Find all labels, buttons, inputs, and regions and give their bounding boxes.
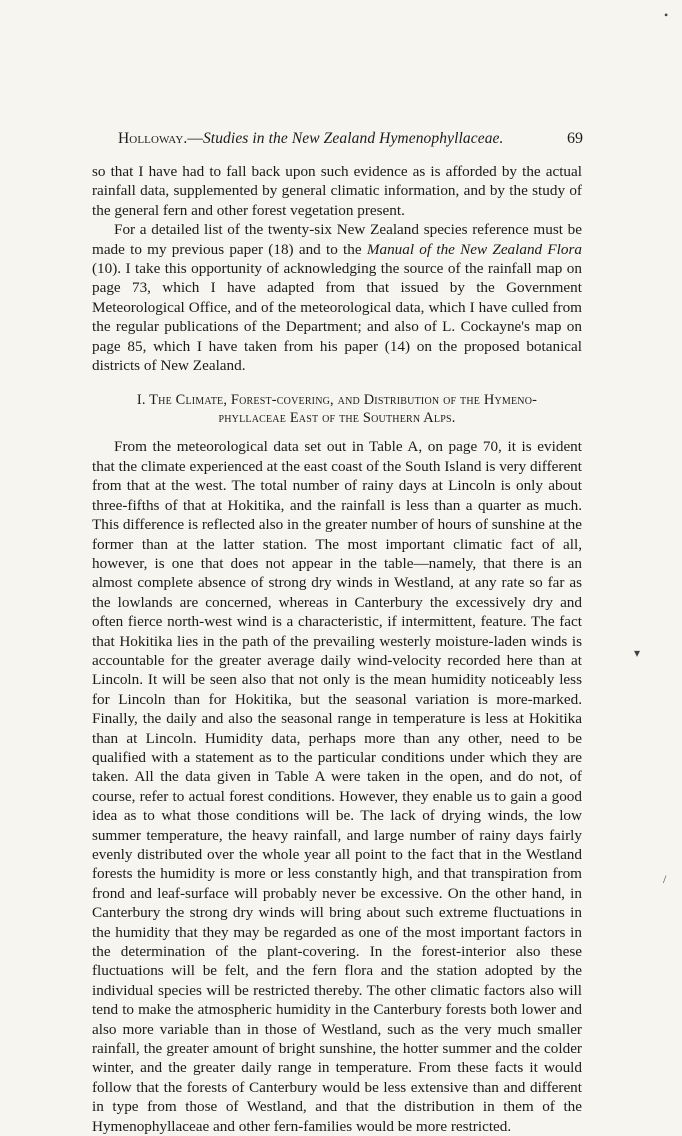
header-dash: —	[187, 130, 203, 147]
section-heading-line-1: I. The Climate, Forest-covering, and Distribution of the Hymeno-	[136, 392, 538, 409]
scan-mark: /	[663, 872, 667, 886]
paragraph	[92, 437, 582, 1136]
header-title: Studies in the New Zealand Hymenophyllaceae.	[202, 130, 504, 147]
header-author: Holloway.	[118, 130, 188, 147]
paragraph	[92, 220, 582, 375]
section-heading	[92, 391, 582, 427]
running-title	[118, 130, 504, 148]
page-number: 69	[567, 130, 583, 147]
paragraph	[92, 162, 582, 220]
text-run: For a detailed list of the twenty-six New Zealand species reference must be made to my previous paper (18) and to the	[92, 221, 582, 258]
section-body	[92, 437, 582, 1136]
scan-mark: •	[664, 8, 669, 22]
running-header	[118, 130, 583, 148]
text-run: (10). I take this opportunity of acknowledging the source of the rainfall map on page 73, which I have adapted from that issued by the Government Meteorological Office, and of the meteorological data, which I have culled from the regular publications of the Department; and also of L. Cockayne's map on page 85, which I have taken from his paper (14) on the proposed botanical districts of New Zealand.	[92, 260, 582, 375]
text-block	[92, 162, 582, 1136]
text-run: From the meteorological data set out in Table A, on page 70, it is evident that the climate experienced at the east coast of the South Island is very different from that at the west. The total number of rainy days at Lincoln is only about three-fifths of that at Hokitika, and the rainfall is less than a quarter as much. This difference is reflected also in the greater number of hours of sunshine at the former than at the latter station. The most important climatic fact of all, however, is one that does not appear in the table—namely, that there is an almost complete absence of strong dry winds in Westland, at any rate so far as the lowlands are concerned, whereas in Canterbury the excessively dry and often fierce north-west wind is a characteristic, if intermittent, feature. The fact that Hokitika lies in the path of the prevailing westerly moisture-laden winds is accountable for the greater average daily wind-velocity recorded here than at Lincoln. It will be seen also that not only is the mean humidity noticeably less for Lincoln than for Hokitika, but the seasonal variation is more-marked. Finally, the daily and also the seasonal range in temperature is less at Hokitika than at Lincoln. Humidity data, perhaps more than any other, need to be qualified with a statement as to the particular conditions under which they are taken. All the data given in Table A were taken in the open, and do not, of course, refer to actual forest conditions. However, they enable us to gain a good idea as to what those conditions will be. The lack of drying winds, the low summer temperature, the heavy rainfall, and large number of rainy days fairly evenly distributed over the whole year all point to the fact that in the Westland forests the humidity is more or less constantly high, and that transpiration from frond and leaf-surface will probably never be excessive. On the other hand, in Canterbury the strong dry winds will bring about such extreme fluctuations in the humidity that they may be regarded as one of the most important factors in the determination of the plant-covering. In the forest-interior also these fluctuations will be felt, and the fern flora and the station adopted by the individual species will be restricted thereby. The other climatic factors also will tend to make the atmospheric humidity in the Canterbury forests both lower and also more variable than in those of Westland, such as the very much smaller rainfall, the greater amount of bright sunshine, the hotter summer and the colder winter, and the greater daily range in temperature. From these facts it would follow that the forests of Canterbury would be less extensive than and different in type from those of Westland, and that the distribution in them of the Hymenophyllaceae and other fern-families would be more restricted.	[92, 438, 582, 1135]
scan-mark: ▾	[634, 646, 641, 660]
text-run: so that I have had to fall back upon such evidence as is afforded by the actual rainfall data, supplemented by general climatic information, and by the study of the general fern and other forest vegetation present.	[92, 163, 582, 219]
italic-text: Manual of the New Zealand Flora	[366, 240, 582, 258]
intro-paragraphs	[92, 162, 582, 375]
section-heading-line-2: phyllaceae East of the Southern Alps.	[218, 410, 456, 427]
